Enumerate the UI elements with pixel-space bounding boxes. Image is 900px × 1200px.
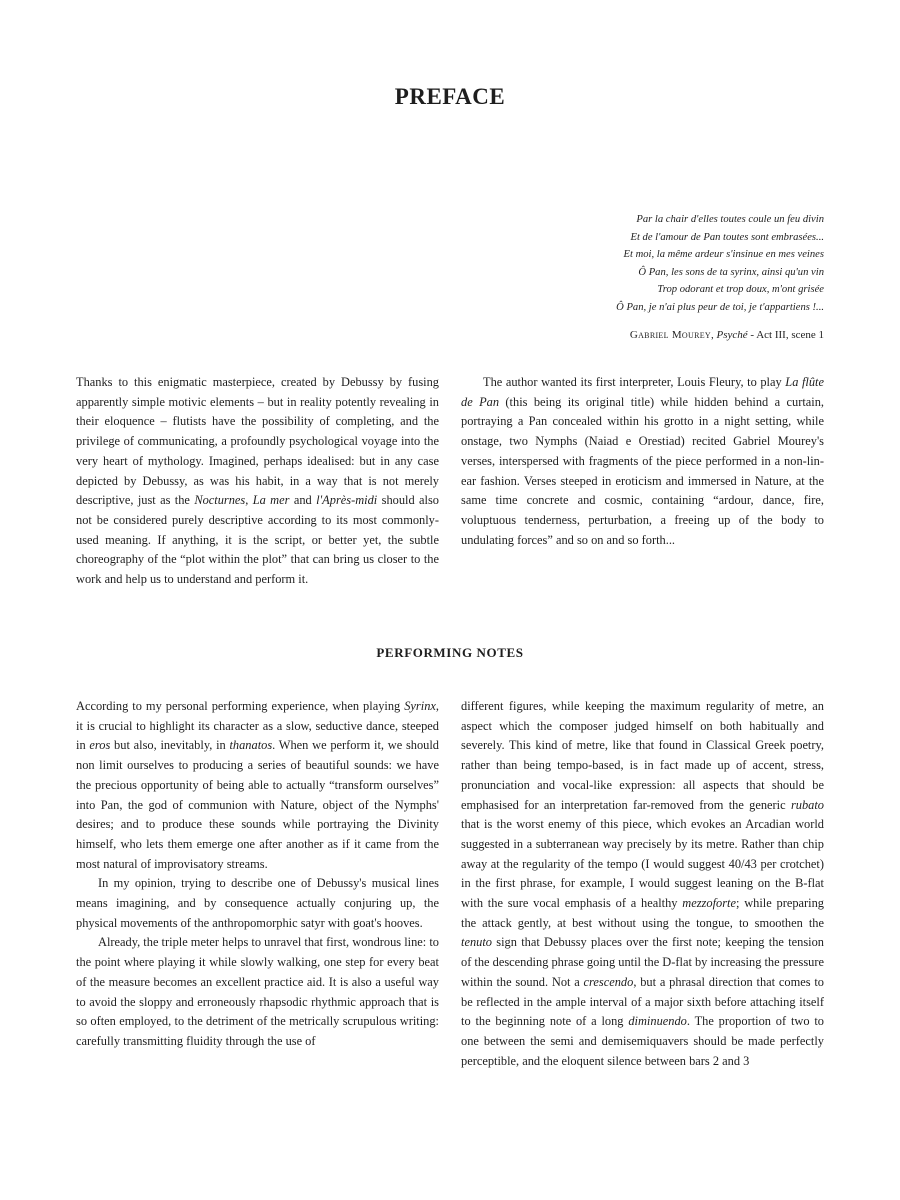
epigraph-scene: - Act III, scene 1 xyxy=(747,329,824,341)
italic-term: mezzoforte xyxy=(682,896,736,911)
page-title: PREFACE xyxy=(394,84,506,109)
italic-term: rubato xyxy=(790,797,824,812)
text-run: sign that Debussy places over the first note; keeping the tension of the descending phrase going until the D-flat by increasing the pressure within the sound. Not a xyxy=(461,935,824,989)
preface-paragraph xyxy=(76,373,439,590)
text-run: (this being its original title) while hidden behind a curtain, portraying a Pan concealed within his grotto in a night setting, while onstage, two Nymphs (Naiad e Orestiad) recited Gabriel Mourey's verses, interspersed with fragments of the piece performed in a non-linear fashion. Verses steeped in eroticism and immersed in Nature, at the same time concrete and cosmic, containing “ardour, dance, fire, voluptuous tenderness, perturbation, a freeing up of the body to undulating forces” and so on and so forth... xyxy=(461,394,824,547)
text-run: . The proportion of two to one between the semi and demisemiquavers should be made perfectly perceptible, and the eloquent silence between bars 2 and 3 xyxy=(461,1014,824,1068)
epigraph-line: Ô Pan, je n'ai plus peur de toi, je t'appartiens !... xyxy=(616,301,824,313)
epigraph-author: Gabriel Mourey xyxy=(629,329,711,341)
epigraph-line: Trop odorant et trop doux, m'ont grisée xyxy=(657,284,824,296)
epigraph-line: Et de l'amour de Pan toutes sont embrasées... xyxy=(630,231,824,243)
text-run: The author wanted its first interpreter, Louis Fleury, to play xyxy=(483,375,786,389)
notes-paragraph xyxy=(461,697,824,1071)
preface-right-column xyxy=(461,373,824,550)
epigraph-line: Ô Pan, les sons de ta syrinx, ainsi qu'un vin xyxy=(638,266,824,278)
preface-left-column xyxy=(76,373,439,590)
italic-title: La mer xyxy=(252,493,290,508)
notes-paragraph: In my opinion, trying to describe one of Debussy's musical lines means imagining, and by consequence actually conjuring up, the physical movements of the anthropomorphic satyr with goat's hooves. xyxy=(76,876,439,930)
attribution-separator: , xyxy=(710,329,717,341)
notes-right-column xyxy=(461,697,824,1117)
italic-title: La flûte de Pan xyxy=(461,375,824,409)
section-heading: PERFORMING NOTES xyxy=(376,645,524,660)
epigraph-line: Et moi, la même ardeur s'insinue en mes veines xyxy=(623,249,824,261)
text-run: Thanks to this enigmatic masterpiece, created by Debussy by fusing apparently simple motivic elements – but in reality potently revealing in their eloquence – flutists have the possibility of completing, and the privilege of communicating, a profoundly psychological voyage into the very heart of mythology. Imagined, perhaps idealised: but in any case depicted by Debussy, as was his habit, in a way that is not merely descriptive, just as the xyxy=(76,375,439,508)
epigraph-line: Par la chair d'elles toutes coule un feu divin xyxy=(636,214,824,225)
text-run: , it is crucial to highlight its character as a slow, seductive dance, steeped in xyxy=(76,699,439,753)
italic-term: eros xyxy=(89,738,111,753)
italic-term: thanatos xyxy=(229,738,273,753)
text-run: but also, inevitably, in xyxy=(110,738,230,753)
text-run: different figures, while keeping the maximum regularity of metre, an aspect which the composer judged himself on both habitually and severely. This kind of metre, like that found in Classical Greek poetry, rather than being tempo-based, is in fact made up of accent, stress, pronunciation and vocal-like expression: all aspects that should be emphasised for an interpretation far-removed from the generic xyxy=(461,699,824,812)
notes-paragraph: Already, the triple meter helps to unravel that first, wondrous line: to the point where playing it while slowly walking, one step for every beat of the measure becomes an excellent practice aid. It is also a useful way to avoid the sloppy and erroneously rhapsodic rhythmic approach that is so often employed, to the detriment of the metrically scrupulous writing: carefully transmitting fluidity through the use of xyxy=(76,935,439,1048)
epigraph xyxy=(384,211,824,317)
notes-left-column xyxy=(76,697,439,1117)
italic-term: crescendo xyxy=(583,974,634,989)
text-run: should also not be considered purely descriptive according to its most commonly-used meaning. If anything, it is the script, or better yet, the subtle choreography of the “plot within the plot” that can bring us closer to the work and help us to understand and perform it. xyxy=(76,493,439,587)
text-run: , but a phrasal direction that comes to be reflected in the ample interval of a major sixth before attaching itself to the beginning note of a long xyxy=(461,974,824,1029)
preface-paragraph xyxy=(461,373,824,550)
italic-title: Nocturnes xyxy=(194,493,246,508)
text-run: and xyxy=(289,493,317,508)
text-run: that is the worst enemy of this piece, which evokes an Arcadian world suggested in a subterranean way precisely by its metre. Rather than chip away at the regularity of the tempo (I would suggest 40/43 per crotchet) in the first phrase, for example, I would suggest leaning on the B-flat with the sure vocal emphasis of a healthy xyxy=(461,817,824,911)
italic-title: l'Après-midi xyxy=(316,493,378,508)
epigraph-work: Psyché xyxy=(716,329,748,341)
text-run: . When we perform it, we should non limit ourselves to producing a series of beautiful sounds: we have the precious opportunity of being able to actually “transform ourselves” into Pan, the god of communion with Nature, object of the Nymphs' desires; and to produce these sounds while portraying the Divinity himself, who lets them emerge one after another as if it came from the most natural of improvisatory streams. xyxy=(76,738,439,871)
italic-term: tenuto xyxy=(461,935,492,950)
epigraph-attribution xyxy=(384,329,824,341)
notes-paragraph xyxy=(76,697,439,874)
text-run: ; while preparing the attack gently, at best without using the tongue, to smoothen the xyxy=(461,896,824,930)
text-run: , xyxy=(245,493,253,508)
italic-term: diminuendo xyxy=(628,1014,687,1029)
text-run: According to my personal performing experience, when playing xyxy=(76,699,405,713)
italic-term: Syrinx xyxy=(404,699,436,713)
